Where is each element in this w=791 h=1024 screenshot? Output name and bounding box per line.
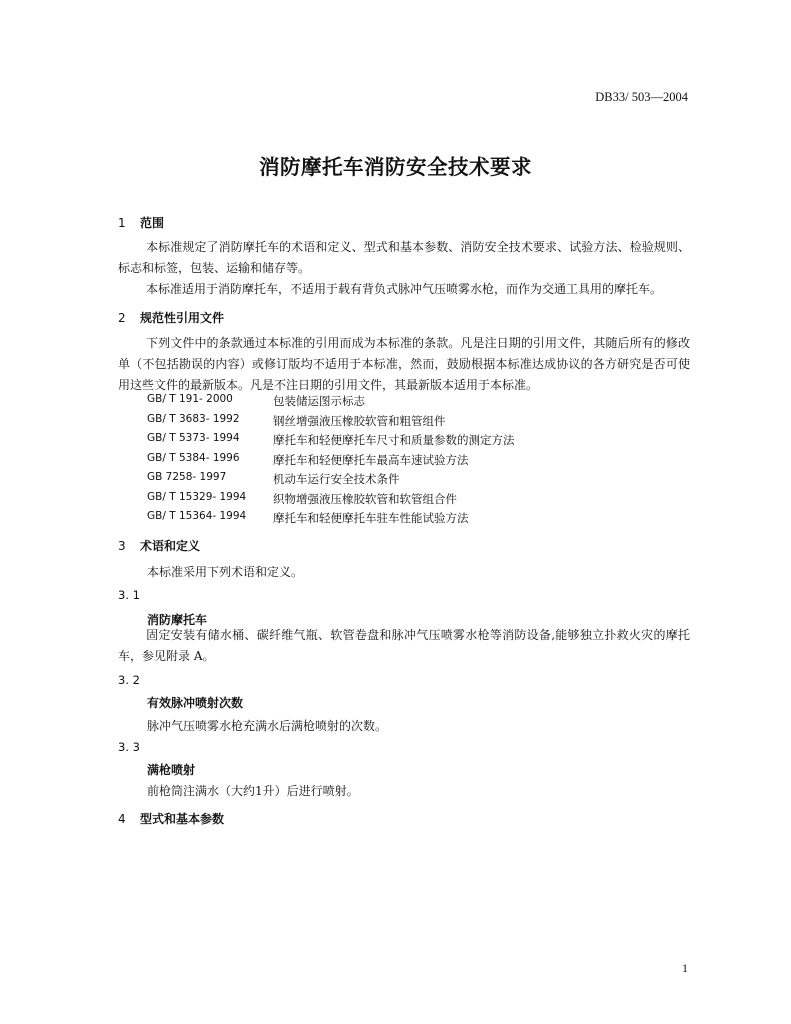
- section-title: 术语和定义: [140, 539, 201, 553]
- clause-number: 3. 2: [118, 673, 140, 687]
- reference-title: 摩托车和轻便摩托车尺寸和质量参数的测定方法: [273, 433, 515, 447]
- reference-item: [147, 510, 515, 530]
- section-number: 4: [118, 812, 126, 826]
- term-heading: 满枪喷射: [147, 763, 196, 777]
- references-intro-paragraph: 下列文件中的条款通过本标准的引用而成为本标准的条款。凡是注日期的引用文件，其随后所有的修改单（不包括勘误的内容）或修订版均不适用于本标准，然而，鼓励根据本标准达成协议的各方研究是否可使用这些文件的最新版本。凡是不注日期的引用文件，其最新版本适用于本标准。: [118, 336, 690, 392]
- scope-paragraph-1: 本标准规定了消防摩托车的术语和定义、型式和基本参数、消防安全技术要求、试验方法、检验规则、标志和标签，包装、运输和储存等。: [118, 240, 690, 275]
- section-2-heading: [118, 309, 224, 326]
- reference-list: [147, 393, 515, 530]
- section-1-heading: [118, 214, 164, 231]
- reference-code: GB/ T 15364- 1994: [147, 510, 247, 522]
- section-number: 3: [118, 539, 126, 553]
- reference-code: GB 7258- 1997: [147, 471, 227, 483]
- term-definition: 固定安装有储水桶、碳纤维气瓶、软管卷盘和脉冲气压喷雾水枪等消防设备,能够独立扑救火灾的摩托车，参见附录 A。: [118, 628, 690, 663]
- reference-title: 包装储运图示标志: [273, 394, 365, 408]
- reference-title: 摩托车和轻便摩托车最高车速试验方法: [273, 452, 469, 467]
- page-title: 消防摩托车消防安全技术要求: [259, 155, 532, 179]
- section-title: 规范性引用文件: [140, 311, 225, 325]
- reference-code: GB/ T 5373- 1994: [147, 432, 240, 444]
- reference-code: GB/ T 15329- 1994: [147, 490, 247, 503]
- term-heading: 消防摩托车: [147, 613, 208, 627]
- reference-code: GB/ T 5384- 1996: [147, 451, 240, 464]
- term-definition: 前枪筒注满水（大约1升）后进行喷射。: [147, 784, 359, 798]
- document-number: DB33/ 503—2004: [595, 90, 688, 104]
- reference-title: 机动车运行安全技术条件: [273, 472, 400, 486]
- reference-title: 织物增强液压橡胶软管和软管组合件: [273, 491, 457, 506]
- reference-item: [147, 413, 515, 433]
- section-4-heading: [118, 810, 224, 827]
- clause-number: 3. 1: [118, 588, 140, 602]
- reference-code: GB/ T 191- 2000: [147, 393, 233, 405]
- section-number: 1: [118, 216, 126, 230]
- reference-item: [147, 432, 515, 452]
- reference-item: [147, 491, 515, 511]
- reference-item: [147, 452, 515, 472]
- reference-title: 摩托车和轻便摩托车驻车性能试验方法: [273, 511, 469, 525]
- page-number: 1: [682, 961, 688, 975]
- section-number: 2: [118, 311, 126, 325]
- section-title: 型式和基本参数: [140, 812, 225, 826]
- terms-intro: 本标准采用下列术语和定义。: [147, 565, 304, 579]
- section-3-heading: [118, 537, 200, 554]
- scope-paragraph-2: 本标准适用于消防摩托车，不适用于载有背负式脉冲气压喷雾水枪，而作为交通工具用的摩托车。: [146, 282, 663, 296]
- reference-item: [147, 393, 515, 413]
- reference-item: [147, 471, 515, 491]
- clause-number: 3. 3: [118, 740, 140, 754]
- section-title: 范围: [140, 216, 165, 230]
- reference-code: GB/ T 3683- 1992: [147, 412, 240, 425]
- reference-title: 钢丝增强液压橡胶软管和粗管组件: [273, 413, 446, 428]
- term-heading: 有效脉冲喷射次数: [147, 696, 244, 710]
- term-definition: 脉冲气压喷雾水枪充满水后满枪喷射的次数。: [147, 719, 388, 733]
